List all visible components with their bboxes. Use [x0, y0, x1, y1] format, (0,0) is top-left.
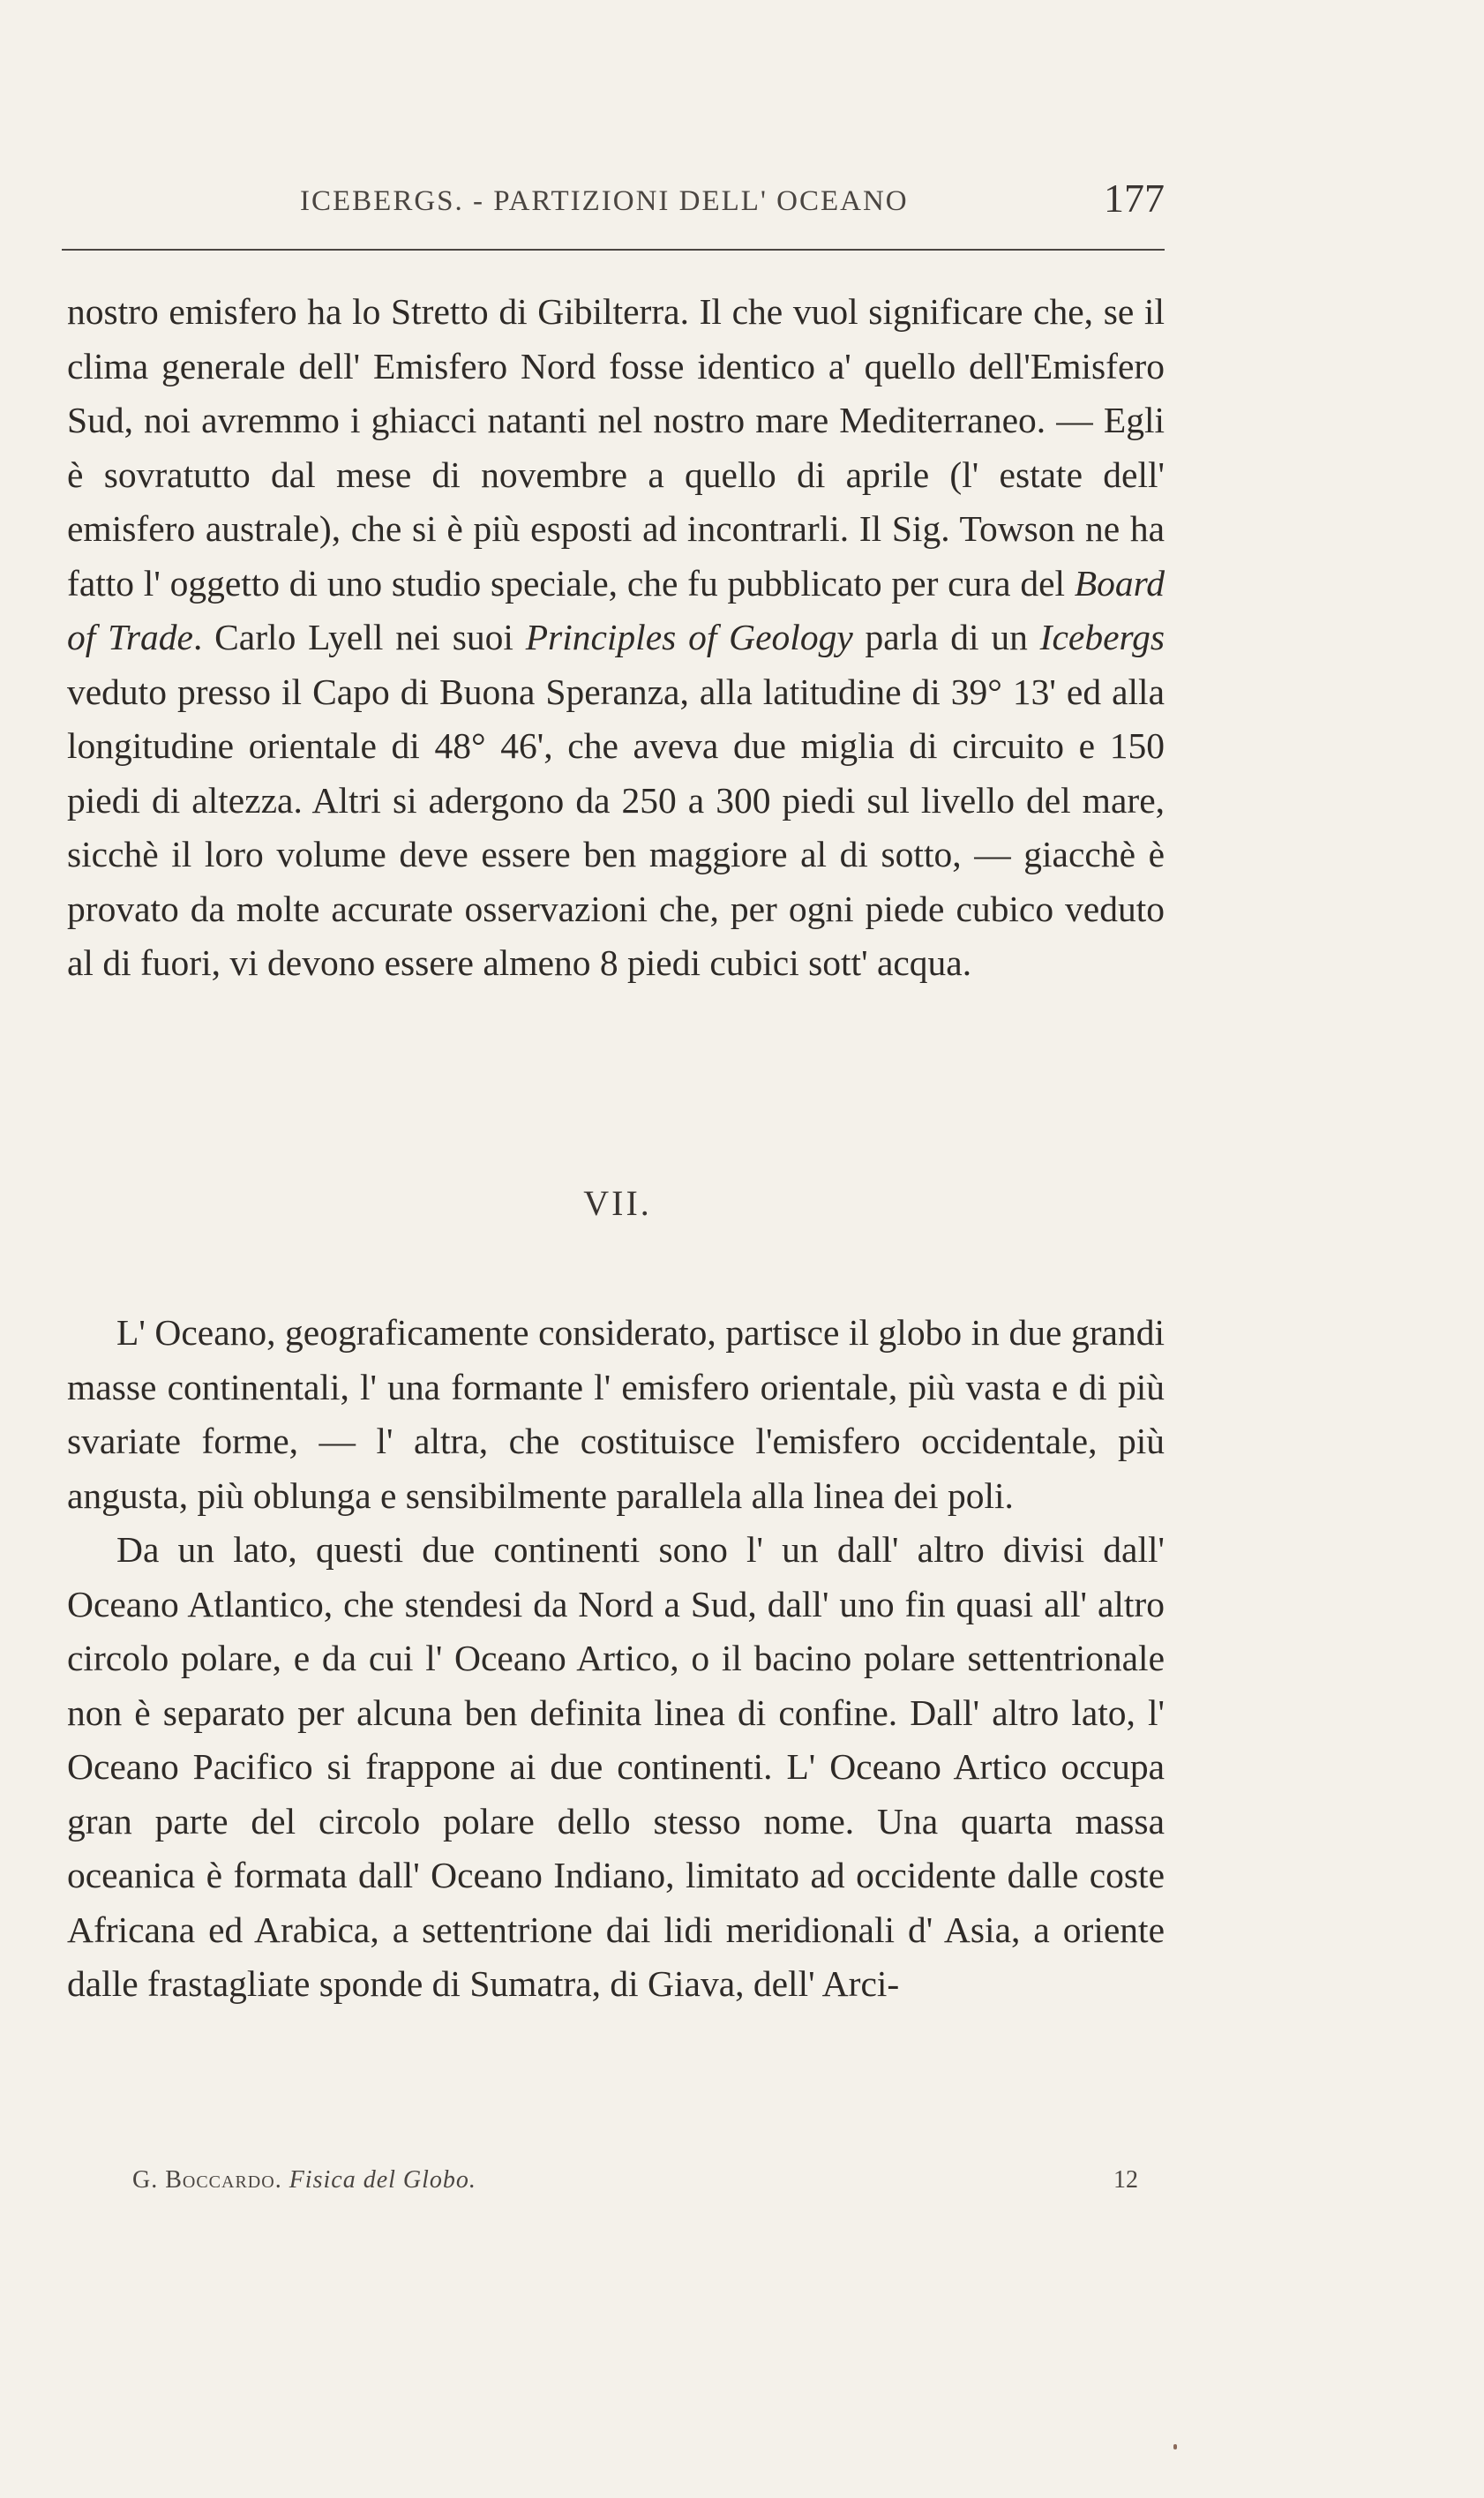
italic-run: Principles of Geology [525, 617, 853, 657]
italic-run: Board of Trade [67, 562, 1165, 657]
signature-mark: 12 [1113, 2166, 1138, 2194]
text-run: parla di un [852, 617, 1040, 657]
text-run: nostro emisfero ha lo Stretto di Gibilterra. Il che vuol significare che, se il clima generale dell' Emisfero Nord fosse identico a' quello dell'Emisfero Sud, noi avremmo i ghiacci natanti nel nostro mare Mediterraneo. — Egli è sovratutto dal mese di novembre a quello di aprile (l' estate dell' emisfero australe), che si è più esposti ad incontrarli. Il Sig. Towson ne ha fatto l' oggetto di uno studio speciale, che fu pubblicato per cura del [67, 291, 1165, 604]
running-title: ICEBERGS. - PARTIZIONI DELL' OCEANO [300, 185, 909, 217]
italic-run: Icebergs [1039, 617, 1165, 657]
paragraph [67, 285, 1165, 991]
text-block-continuation [67, 285, 1165, 991]
page-header [62, 175, 1165, 228]
footer-signature [132, 2166, 476, 2194]
author-name: G. Boccardo. [132, 2166, 282, 2194]
section-heading: VII. [583, 1183, 652, 1223]
print-speck [1173, 2444, 1177, 2449]
text-block-section [67, 1306, 1165, 2012]
page-number: 177 [1104, 176, 1165, 221]
header-rule [62, 249, 1165, 251]
text-run: . Carlo Lyell nei suoi [192, 617, 526, 657]
text-run: veduto presso il Capo di Buona Speranza, alla latitudine di 39° 13' ed alla longitudine orientale di 48° 46', che aveva due miglia di circuito e 150 piedi di altezza. Altri si adergono da 250 a 300 piedi sul livello del mare, sicchè il loro volume deve essere ben maggiore al di sotto, — giacchè è provato da molte accurate osservazioni che, per ogni piede cubico veduto al di fuori, vi devono essere almeno 8 piedi cubici sott' acqua. [67, 671, 1165, 983]
work-title: Fisica del Globo. [289, 2166, 476, 2194]
paragraph: Da un lato, questi due continenti sono l' un dall' altro divisi dall' Oceano Atlantico, che stendesi da Nord a Sud, dall' uno fin quasi all' altro circolo polare, e da cui l' Oceano Artico, o il bacino polare settentrionale non è separato per alcuna ben definita linea di confine. Dall' altro lato, l' Oceano Pacifico si frappone ai due continenti. L' Oceano Artico occupa gran parte del circolo polare dello stesso nome. Una quarta massa oceanica è formata dall' Oceano Indiano, limitato ad occidente dalle coste Africana ed Arabica, a settentrione dai lidi meridionali d' Asia, a oriente dalle frastagliate sponde di Sumatra, di Giava, dell' Arci- [67, 1529, 1165, 2004]
paragraph: L' Oceano, geograficamente considerato, partisce il globo in due grandi masse continentali, l' una formante l' emisfero orientale, più vasta e di più svariate forme, — l' altra, che costituisce l'emisfero occidentale, più angusta, più oblunga e sensibilmente parallela alla linea dei poli. [67, 1312, 1165, 1516]
